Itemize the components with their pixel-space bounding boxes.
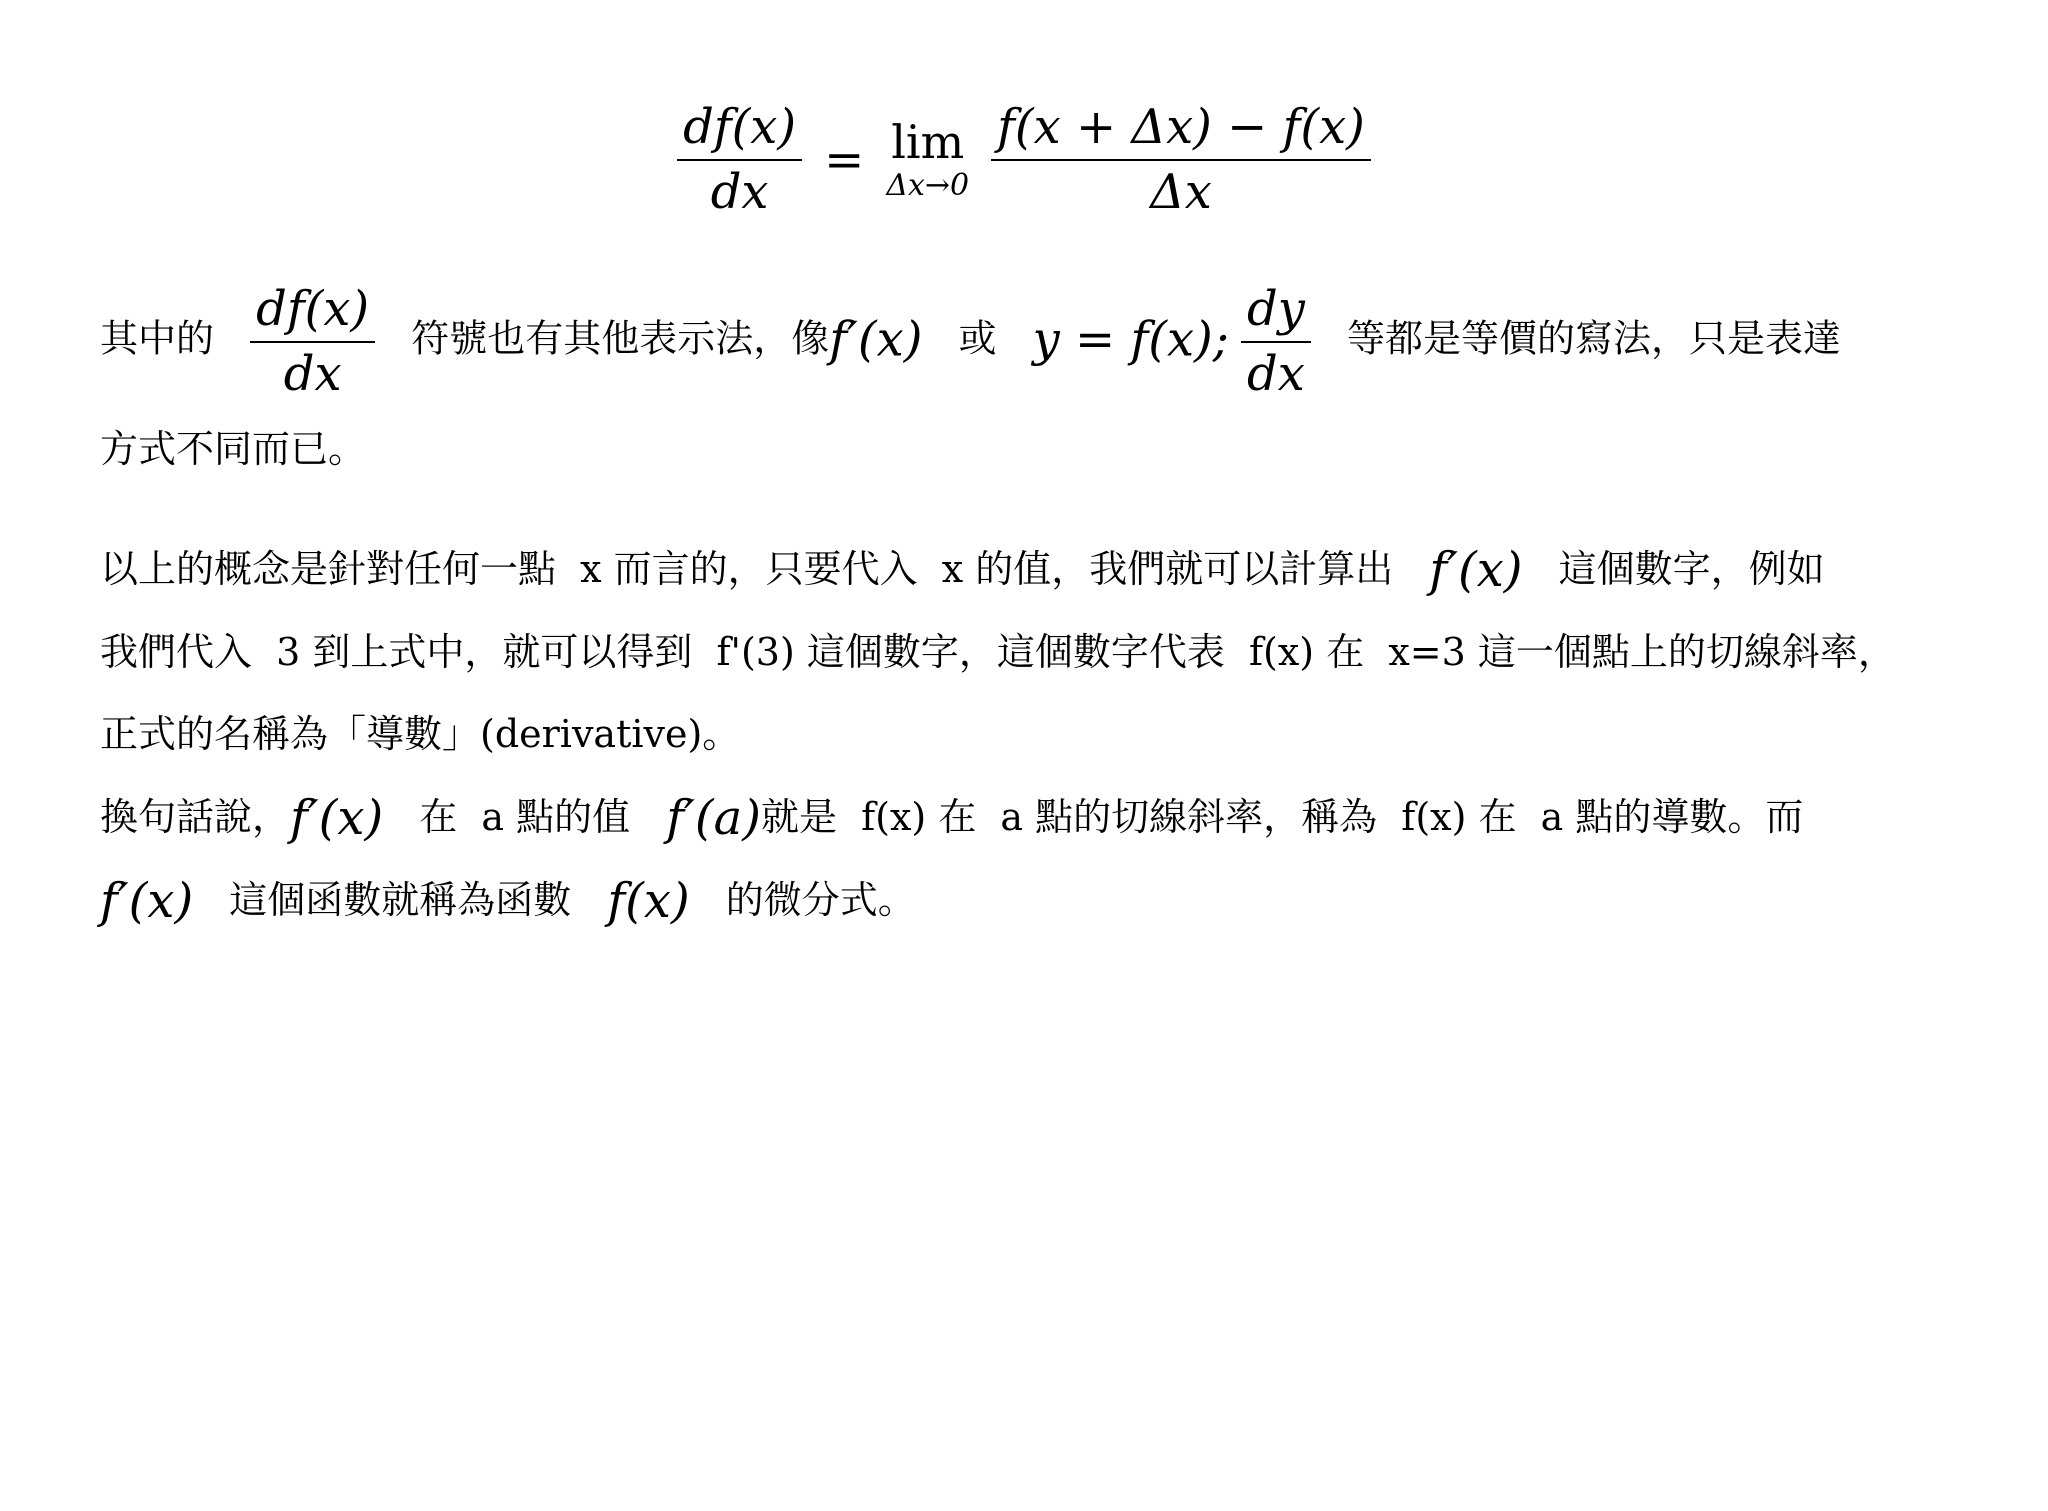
text: 就是 [760,795,837,839]
text: 這個函數就稱為函數 [229,878,572,922]
rhs-denominator: Δx [1150,164,1212,221]
paragraph-derivative-function [100,776,1960,942]
lhs-numerator: df(x) [683,99,797,155]
math-fprime-x: f′(x) [290,790,384,846]
fraction-numerator: df(x) [256,281,370,337]
rhs-numerator: f(x + Δx) − f(x) [997,99,1365,155]
fraction-bar [1241,341,1311,343]
fraction-denominator: dx [283,346,342,403]
text: 的微分式。 [725,878,916,922]
text: 符號也有其他表示法，像 [411,316,830,361]
text: 在 [419,795,458,839]
text: f'(3) 這個數字，這個數字代表 [716,630,1225,674]
math-fprime-x: f′(x) [829,311,923,368]
text: 3 到上式中，就可以得到 [276,630,693,674]
paragraph-notation [100,282,1960,496]
text: f(x) 在 [1248,630,1365,674]
paragraph-derivative-concept [100,528,1960,775]
fraction-bar [991,159,1371,161]
text: x=3 這一個點上的切線斜率， [1388,630,1896,674]
text: 等都是等價的寫法，只是表達 [1346,316,1841,361]
derivative-definition-equation [0,100,2048,220]
limit-operator [886,115,970,204]
text: 方式不同而已。 [100,427,367,472]
rhs-fraction [991,100,1371,220]
text: x 的值，我們就可以計算出 [941,547,1394,591]
text: x 而言的，只要代入 [580,547,918,591]
inline-fraction-dfdx [250,282,375,402]
fraction-denominator: dx [1247,346,1305,403]
text: a 點的導數。而 [1540,795,1804,839]
limit-label: lim [891,115,965,170]
math-fprime-a: f′(a) [666,790,761,846]
math-fprime-x: f′(x) [1429,542,1523,598]
fraction-bar [677,159,802,161]
text: 其中的 [100,316,215,361]
text: 以上的概念是針對任何一點 [100,547,557,591]
text: 我們代入 [100,630,253,674]
text: a 點的切線斜率，稱為 [1000,795,1378,839]
math-f-x: f(x) [607,873,690,929]
lhs-denominator: dx [710,164,769,221]
equals-sign: = [824,132,865,189]
inline-fraction-dydx [1241,282,1311,402]
text: f(x) 在 [1401,795,1517,839]
limit-subscript: Δx→0 [886,168,970,204]
fraction-numerator: dy [1247,281,1305,337]
text: f(x) 在 [861,795,977,839]
fraction-bar [250,341,375,343]
lhs-fraction [677,100,802,220]
math-fprime-x: f′(x) [100,873,194,929]
math-y-equals-fx: y = f(x); [1032,311,1229,368]
text: 換句話說， [100,795,291,839]
text: 正式的名稱為「導數」(derivative)。 [100,712,741,756]
text: 這個數字，例如 [1558,547,1825,591]
text: a 點的值 [481,795,631,839]
text: 或 [958,316,997,361]
